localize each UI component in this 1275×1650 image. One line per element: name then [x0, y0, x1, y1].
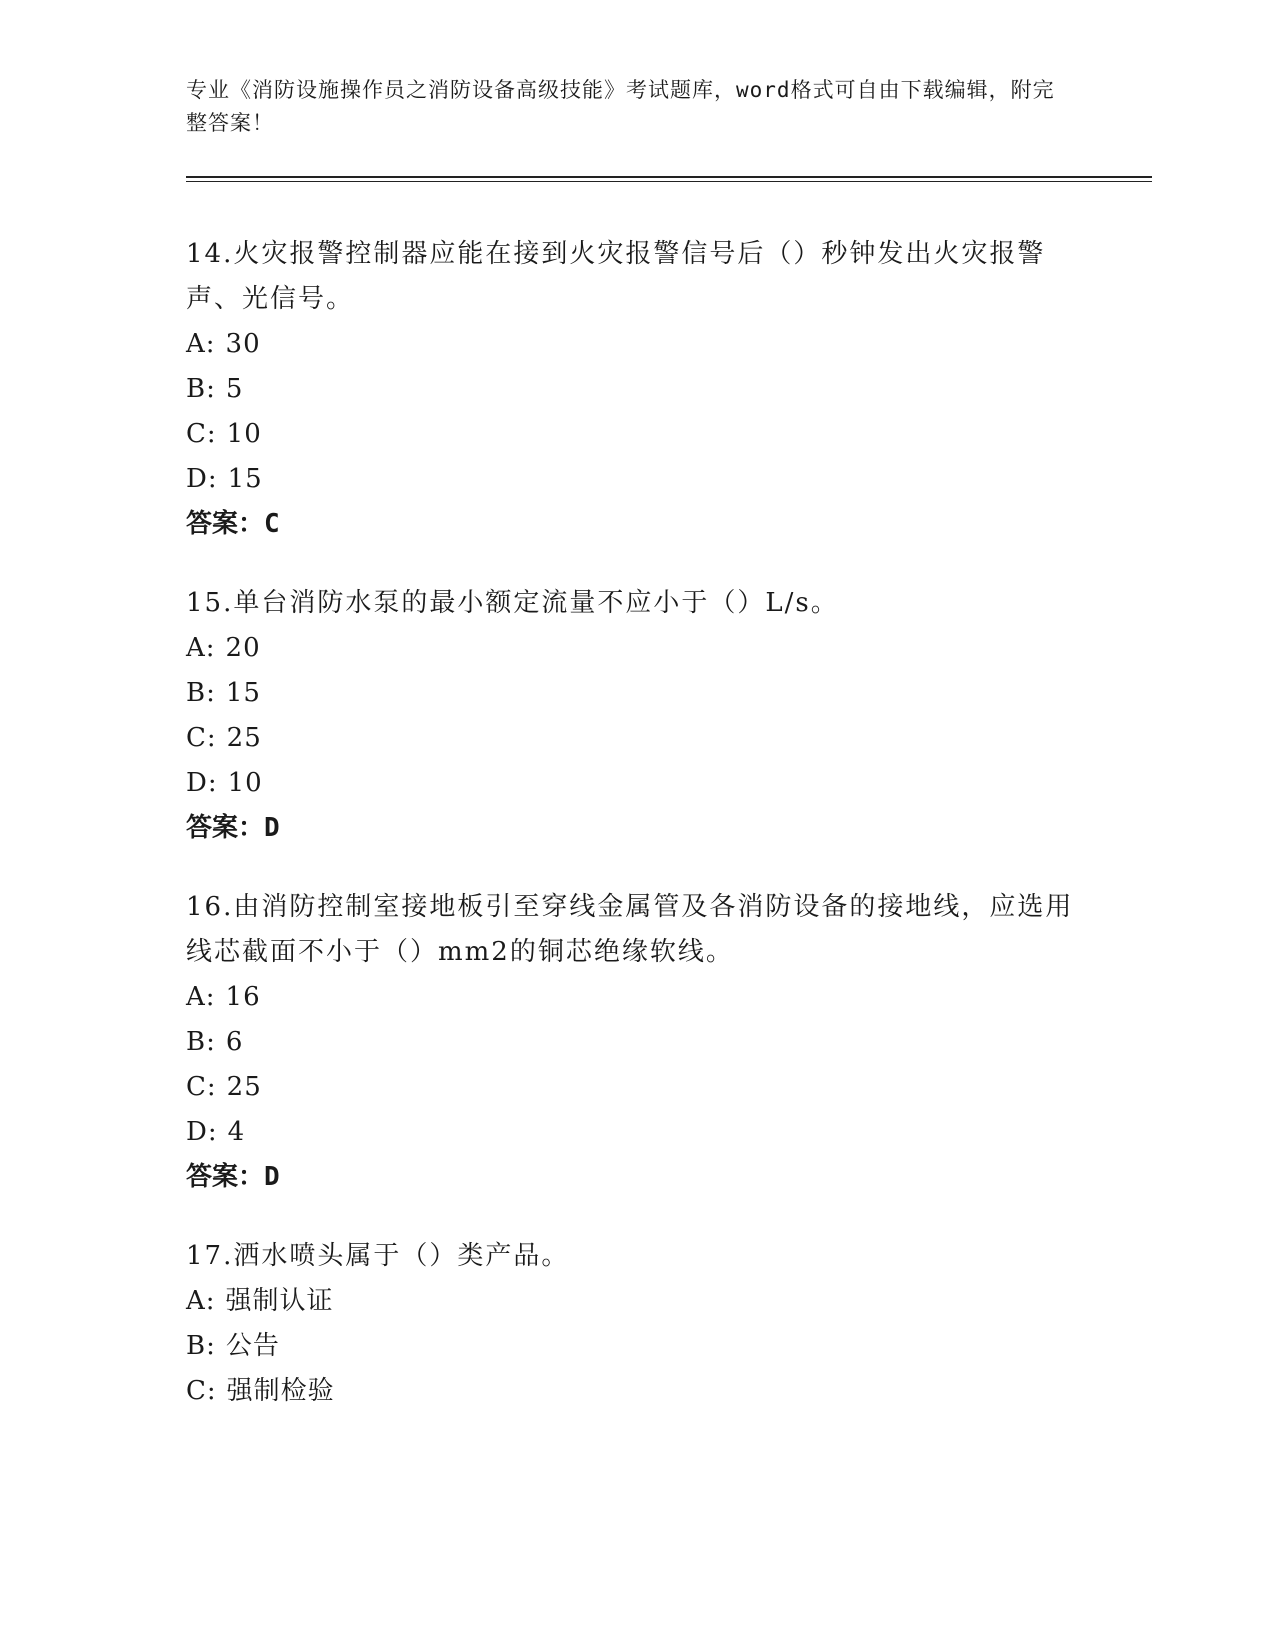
option-letter: B:: [186, 374, 216, 404]
option-a: [186, 975, 1076, 1020]
option-c: [186, 1369, 1076, 1414]
option-value: 6: [225, 1027, 244, 1057]
option-letter: A:: [186, 633, 216, 663]
option-value: 强制认证: [225, 1286, 334, 1316]
option-value: 25: [226, 1072, 262, 1102]
option-letter: A:: [186, 329, 216, 359]
question-text: 15.单台消防水泵的最小额定流量不应小于（）L/s。: [186, 588, 839, 618]
option-d: [186, 1110, 1076, 1155]
option-letter: D:: [186, 1117, 218, 1147]
option-letter: C:: [186, 1072, 217, 1102]
option-letter: C:: [186, 419, 217, 449]
option-a: [186, 322, 1076, 367]
option-b: [186, 671, 1076, 716]
question-15: [186, 581, 1076, 851]
option-a: [186, 1279, 1076, 1324]
option-value: 16: [225, 982, 261, 1012]
question-text: 16.由消防控制室接地板引至穿线金属管及各消防设备的接地线，应选用线芯截面不小于（）mm2的铜芯绝缘软线。: [186, 892, 1074, 967]
option-b: [186, 1020, 1076, 1065]
question-text: 14.火灾报警控制器应能在接到火灾报警信号后（）秒钟发出火灾报警声、光信号。: [186, 239, 1046, 314]
question-text: 17.洒水喷头属于（）类产品。: [186, 1241, 570, 1271]
option-d: [186, 457, 1076, 502]
header-divider-thin: [186, 181, 1152, 182]
option-value: 10: [227, 768, 263, 798]
header-divider-thick: [186, 176, 1152, 178]
option-letter: C:: [186, 723, 217, 753]
option-a: [186, 626, 1076, 671]
option-value: 30: [225, 329, 261, 359]
option-c: [186, 1065, 1076, 1110]
question-14: [186, 232, 1076, 547]
option-c: [186, 716, 1076, 761]
option-value: 20: [225, 633, 261, 663]
option-letter: D:: [186, 464, 218, 494]
option-letter: A:: [186, 1286, 216, 1316]
option-letter: B:: [186, 678, 216, 708]
option-value: 15: [225, 678, 261, 708]
answer-line: 答案：C: [186, 509, 280, 539]
option-d: [186, 761, 1076, 806]
option-value: 15: [227, 464, 263, 494]
answer-line: 答案：D: [186, 813, 280, 843]
option-value: 公告: [225, 1331, 280, 1361]
option-b: [186, 367, 1076, 412]
option-letter: B:: [186, 1331, 216, 1361]
option-letter: D:: [186, 768, 218, 798]
option-letter: C:: [186, 1376, 217, 1406]
answer-line: 答案：D: [186, 1162, 280, 1192]
option-letter: B:: [186, 1027, 216, 1057]
question-17: [186, 1234, 1076, 1414]
option-c: [186, 412, 1076, 457]
option-b: [186, 1324, 1076, 1369]
option-value: 强制检验: [226, 1376, 335, 1406]
option-value: 10: [226, 419, 262, 449]
option-value: 4: [227, 1117, 246, 1147]
document-intro: 专业《消防设施操作员之消防设备高级技能》考试题库，word格式可自由下载编辑，附完整答案！: [186, 78, 1055, 135]
option-value: 5: [225, 374, 244, 404]
option-value: 25: [226, 723, 262, 753]
question-16: [186, 885, 1076, 1200]
option-letter: A:: [186, 982, 216, 1012]
question-list: [186, 232, 1076, 1448]
